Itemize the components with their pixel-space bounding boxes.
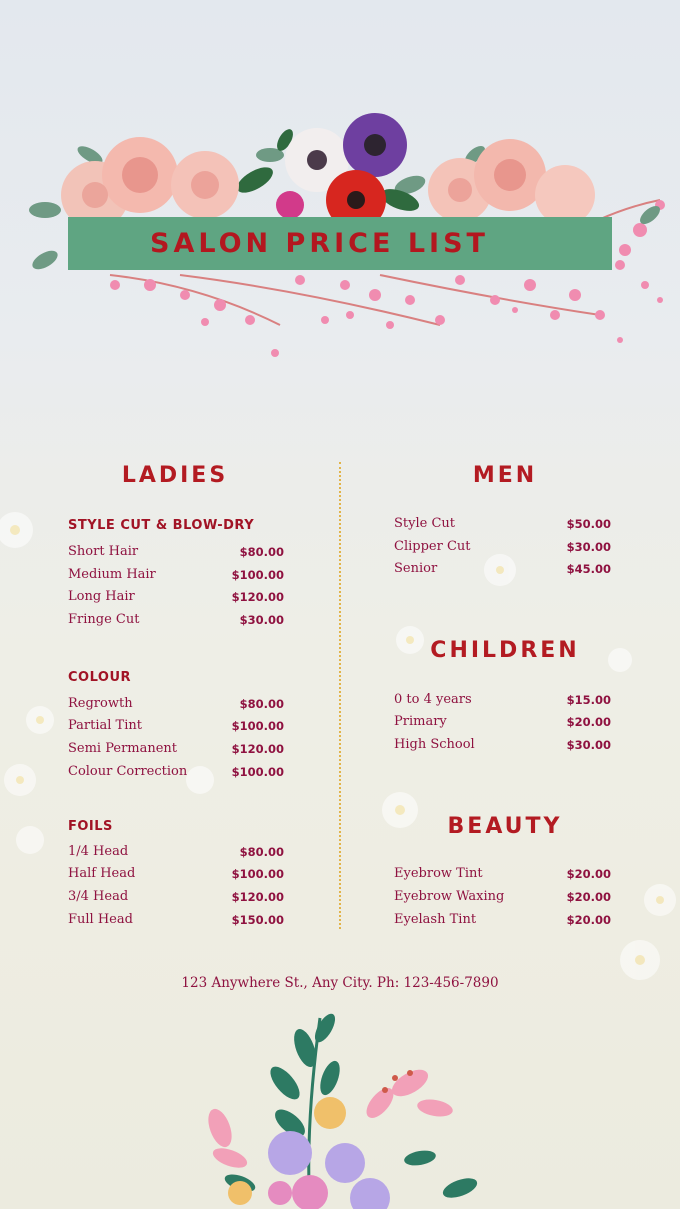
service-price: $30.00 [566,540,611,554]
service-price: $20.00 [566,715,611,729]
service-price: $100.00 [231,719,284,733]
price-row [68,761,284,783]
price-row [68,909,284,931]
service-price: $15.00 [566,693,611,707]
column-divider [339,462,341,929]
service-name: Medium Hair [68,567,156,582]
service-name: Regrowth [68,696,133,711]
price-row [394,886,611,908]
service-name: Eyelash Tint [394,912,477,927]
price-row [68,738,284,760]
service-name: 1/4 Head [68,844,129,859]
men-heading: MEN [472,463,538,488]
service-price: $100.00 [231,765,284,779]
price-row [68,693,284,715]
service-name: 0 to 4 years [394,692,472,707]
service-price: $30.00 [566,738,611,752]
price-row [68,863,284,885]
price-row [68,715,284,737]
service-name: Eyebrow Waxing [394,889,505,904]
price-row [394,536,611,558]
page-title: SALON PRICE LIST [150,228,489,259]
service-name: Primary [394,714,447,729]
children-heading: CHILDREN [430,638,580,663]
service-price: $80.00 [239,845,284,859]
service-name: Colour Correction [68,764,188,779]
ladies-heading: LADIES [121,463,229,488]
contact-address: 123 Anywhere St., Any City. Ph: 123-456-7890 [181,975,499,991]
title-banner [68,217,612,270]
service-name: Partial Tint [68,718,142,733]
service-price: $50.00 [566,517,611,531]
service-name: Half Head [68,866,136,881]
service-name: Long Hair [68,589,135,604]
service-price: $20.00 [566,913,611,927]
price-row [394,513,611,535]
service-name: Senior [394,561,438,576]
price-row [68,841,284,863]
price-row [68,541,284,563]
service-name: High School [394,737,475,752]
service-price: $80.00 [239,697,284,711]
price-row [68,586,284,608]
price-row [394,689,611,711]
service-name: 3/4 Head [68,889,129,904]
service-price: $30.00 [239,613,284,627]
service-name: Fringe Cut [68,612,140,627]
service-price: $150.00 [231,913,284,927]
price-row [394,558,611,580]
section-heading-style-cut: STYLE CUT & BLOW-DRY [68,518,255,533]
price-row [68,886,284,908]
service-price: $120.00 [231,890,284,904]
section-heading-foils: FOILS [68,819,113,834]
service-price: $20.00 [566,890,611,904]
service-price: $20.00 [566,867,611,881]
service-price: $80.00 [239,545,284,559]
service-name: Eyebrow Tint [394,866,483,881]
service-price: $100.00 [231,867,284,881]
service-price: $120.00 [231,590,284,604]
service-name: Style Cut [394,516,456,531]
price-row [394,863,611,885]
price-row [68,564,284,586]
price-row [394,734,611,756]
service-name: Short Hair [68,544,139,559]
price-row [394,711,611,733]
service-price: $45.00 [566,562,611,576]
service-name: Clipper Cut [394,539,471,554]
service-price: $120.00 [231,742,284,756]
service-price: $100.00 [231,568,284,582]
service-name: Full Head [68,912,133,927]
floral-footer-illustration [180,1008,520,1209]
price-row [68,609,284,631]
section-heading-colour: COLOUR [68,670,132,685]
price-row [394,909,611,931]
beauty-heading: BEAUTY [447,814,563,839]
service-name: Semi Permanent [68,741,178,756]
